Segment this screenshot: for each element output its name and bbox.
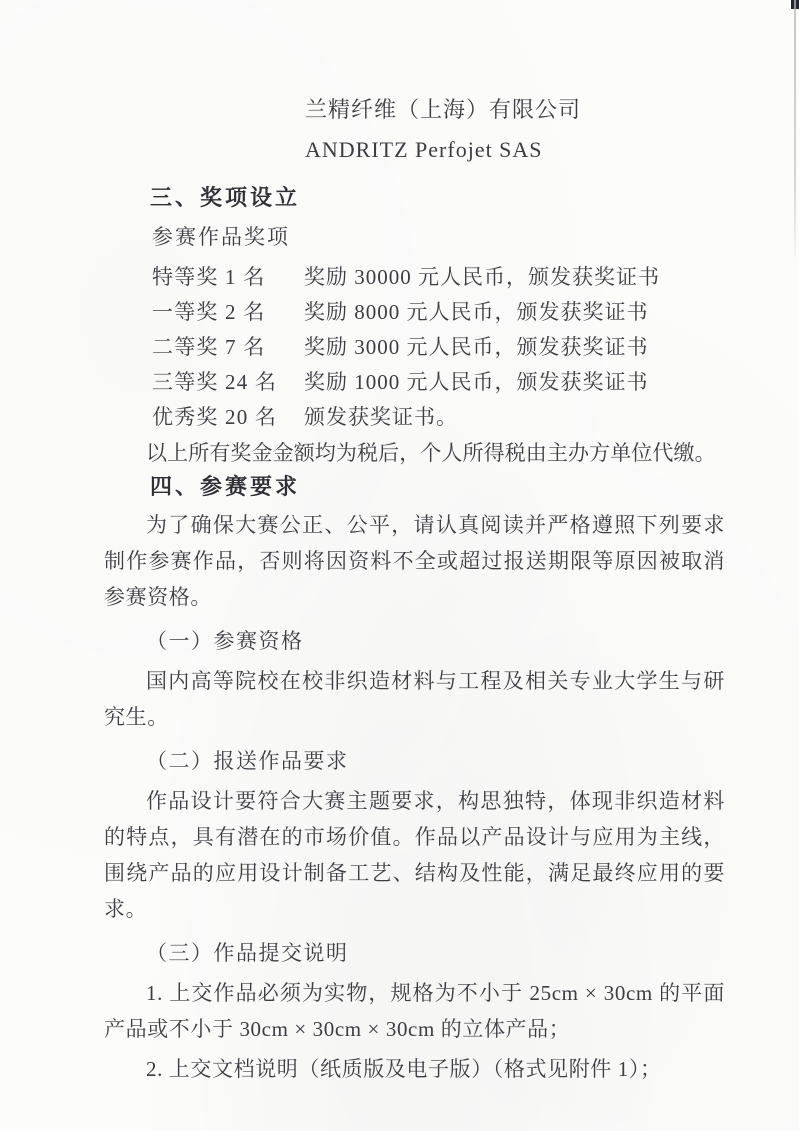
awards-list <box>152 260 725 435</box>
eligibility-body: 国内高等院校在校非织造材料与工程及相关专业大学生与研究生。 <box>104 669 725 729</box>
award-name: 三等奖 24 名 <box>152 370 278 394</box>
sponsor-line-andritz: ANDRITZ Perfojet SAS <box>305 137 543 162</box>
section-heading-requirements: 四、参赛要求 <box>150 474 301 499</box>
subsection-submission-requirements-heading: （二）报送作品要求 <box>146 749 349 773</box>
submission-note-2: 2. 上交文档说明（纸质版及电子版）（格式见附件 1）； <box>146 1057 662 1081</box>
submission-requirements-body: 作品设计要符合大赛主题要求，构思独特，体现非织造材料的特点，具有潜在的市场价值。作品以产品设计与应用为主线，围绕产品的应用设计制备工艺、结构及性能，满足最终应用的要求。 <box>104 789 725 921</box>
award-description: 奖励 30000 元人民币，颁发获奖证书 <box>304 265 660 289</box>
sponsor-list-continuation <box>305 90 725 170</box>
award-description: 奖励 8000 元人民币，颁发获奖证书 <box>304 300 649 324</box>
award-row-first <box>152 295 725 330</box>
awards-intro: 参赛作品奖项 <box>152 225 290 249</box>
award-name: 一等奖 2 名 <box>152 300 266 324</box>
subsection-submission-notes-heading: （三）作品提交说明 <box>146 941 349 965</box>
award-description: 颁发获奖证书。 <box>304 405 458 429</box>
award-description: 奖励 1000 元人民币，颁发获奖证书 <box>304 370 649 394</box>
subsection-eligibility-heading: （一）参赛资格 <box>146 629 304 653</box>
award-description: 奖励 3000 元人民币，颁发获奖证书 <box>304 335 649 359</box>
requirements-intro: 为了确保大赛公正、公平，请认真阅读并严格遵照下列要求制作参赛作品，否则将因资料不全或超过报送期限等原因被取消参赛资格。 <box>104 513 725 609</box>
submission-note-1: 1. 上交作品必须为实物，规格为不小于 25cm × 30cm 的平面产品或不小于 30cm × 30cm × 30cm 的立体产品； <box>104 981 725 1041</box>
award-name: 优秀奖 20 名 <box>152 405 278 429</box>
sponsor-line-lanjing: 兰精纤维（上海）有限公司 <box>305 97 582 122</box>
award-row-second <box>152 330 725 365</box>
scan-artifact-edge-line <box>794 0 796 268</box>
document-content <box>104 90 725 1087</box>
section-heading-awards: 三、奖项设立 <box>150 185 301 210</box>
award-name: 特等奖 1 名 <box>152 265 266 289</box>
award-row-excellence <box>152 400 725 435</box>
award-name: 二等奖 7 名 <box>152 335 266 359</box>
awards-tax-note: 以上所有奖金金额均为税后，个人所得税由主办方单位代缴。 <box>146 441 716 465</box>
award-row-special <box>152 260 725 295</box>
award-row-third <box>152 365 725 400</box>
